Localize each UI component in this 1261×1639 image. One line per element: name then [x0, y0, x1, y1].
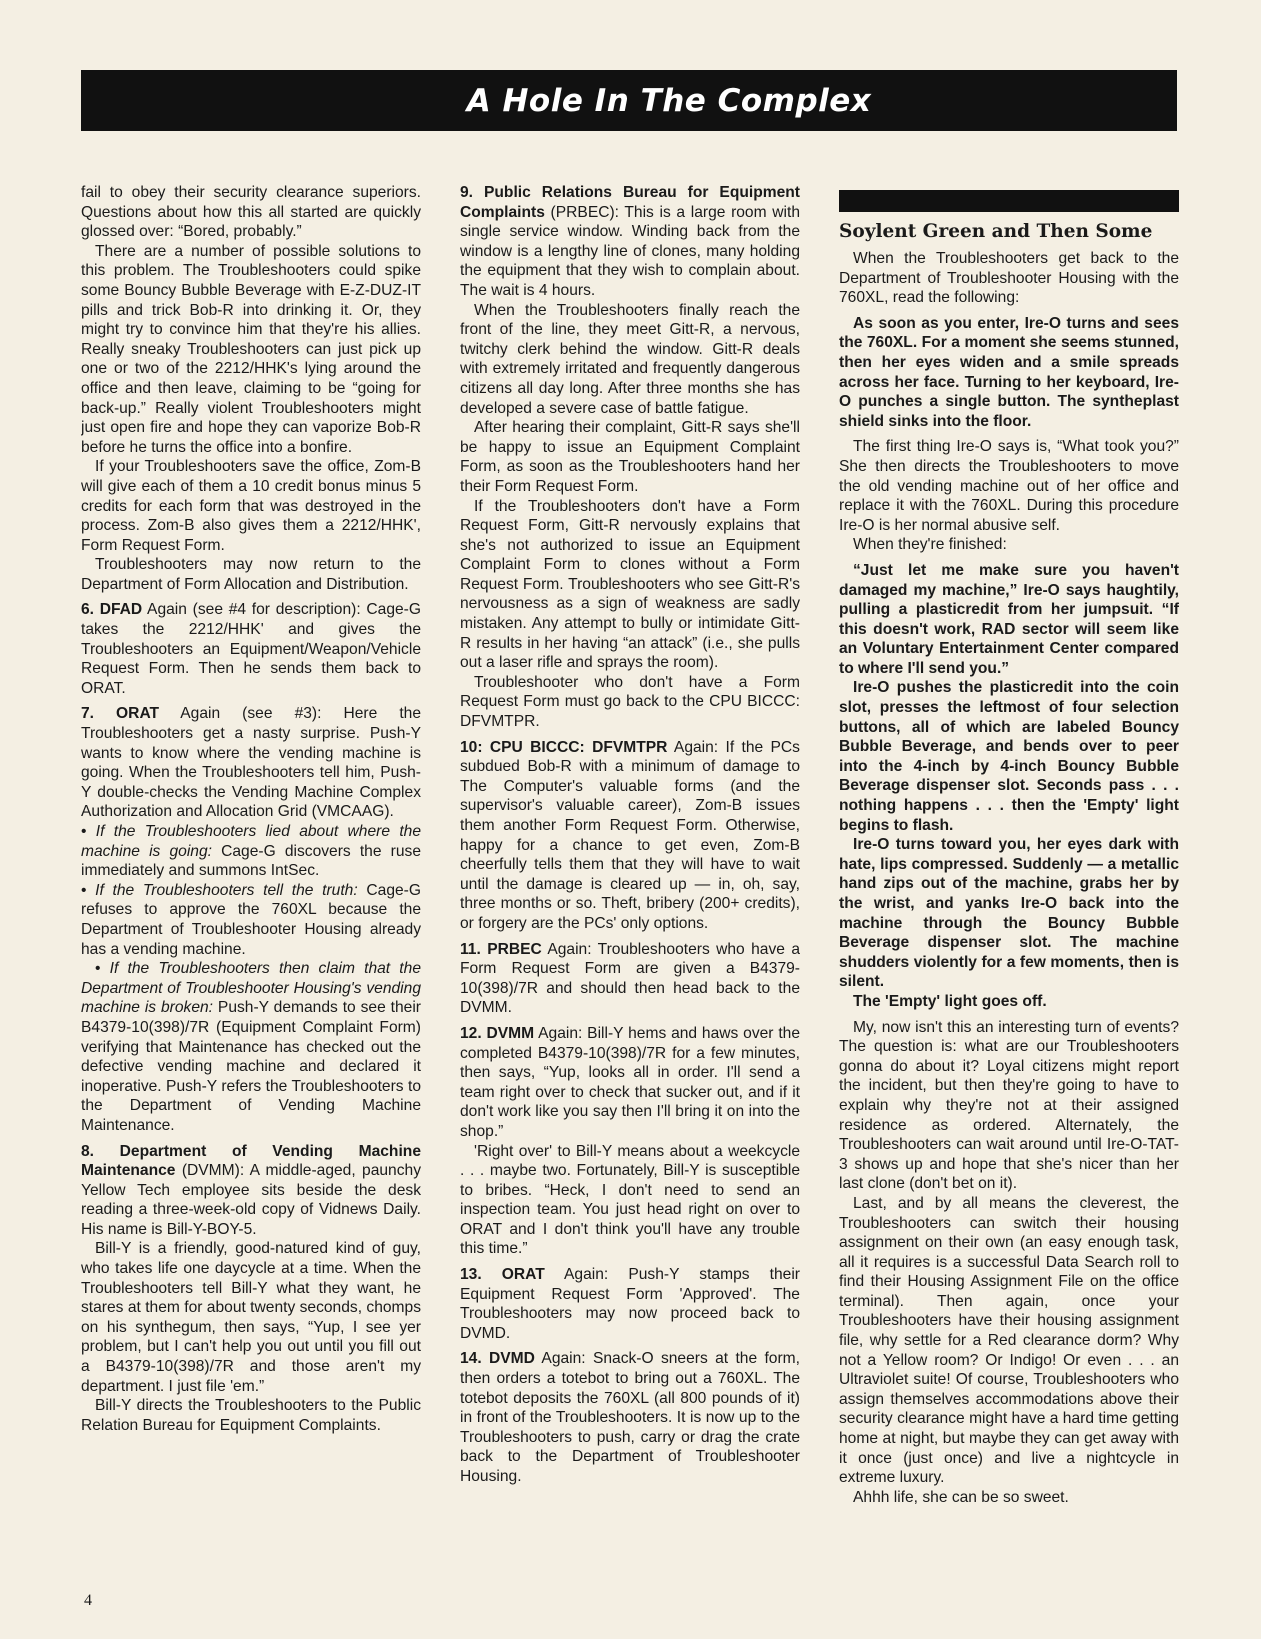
section-heading: 9. Public Relations Bureau for Equipment Complaints	[460, 184, 800, 221]
section-heading: 6. DFAD	[81, 601, 143, 619]
read-aloud-text: As soon as you enter, Ire-O turns and sees the 760XL. For a moment she seems stunned, then her eyes widen and a smile spreads across her face. Turning to her keyboard, Ire-O punches a single button. The syntheplast shield sinks into the floor.	[839, 314, 1179, 430]
paragraph: Troubleshooter who don't have a Form Request Form must go back to the CPU BICCC: DFVMTPR.	[460, 673, 800, 731]
section-heading: 10: CPU BICCC: DFVMTPR	[460, 738, 668, 756]
section-7	[81, 704, 421, 822]
bullet-item: • If the Troubleshooters lied about where the machine is going: Cage-G discovers the ruse immediately and summons IntSec.	[81, 823, 421, 880]
section-body: Again: Troubleshooters who have a Form Request Form are given a B4379-10(398)/7R and should then head back to the DVMM.	[460, 940, 800, 1017]
section-body: Again (see #3): Here the Troubleshooters get a nasty surprise. Push-Y wants to know where the vending machine is going. When the Troubleshooters tell him, Push-Y double-checks the Vending Machine Complex Authorization and Allocation Grid (VMCAAG).	[81, 705, 421, 821]
read-aloud-text: Ire-O turns toward you, her eyes dark with hate, lips compressed. Suddenly — a metallic hand zips out of the machine, grabs her by the wrist, and yanks Ire-O back into the machine through the Bouncy Bubble Beverage dispenser slot. The machine shudders violently for a few moments, then is silent.	[839, 836, 1179, 991]
page-banner	[81, 70, 1177, 131]
paragraph: After hearing their complaint, Gitt-R says she'll be happy to issue an Equipment Complaint Form, as soon as the Troubleshooters hand her their Form Request Form.	[460, 419, 800, 495]
paragraph: When the Troubleshooters finally reach the front of the line, they meet Gitt-R, a nervous, twitchy clerk behind the window. Gitt-R deals with extremely irritated and frequently dangerous citizens all day long. After three months she has developed a severe case of battle fatigue.	[460, 301, 800, 417]
bullet-condition: If the Troubleshooters tell the truth:	[95, 881, 358, 899]
section-13	[460, 1265, 800, 1343]
paragraph: The first thing Ire-O says is, “What took you?” She then directs the Troubleshooters to move the old vending machine out of her office and replace it with the 760XL. During this procedure Ire-O is her normal abusive self.	[839, 438, 1179, 534]
read-aloud-text: Ire-O pushes the plasticredit into the coin slot, presses the leftmost of four selection buttons, all of which are labeled Bouncy Bubble Beverage, and bends over to peer into the 4-inch by 4-inch Bouncy Bubble Beverage dispenser slot. Seconds pass . . . nothing happens . . . then the 'Empty' light begins to flash.	[839, 679, 1179, 834]
section-heading: 13. ORAT	[460, 1266, 545, 1284]
section-8	[81, 1142, 421, 1240]
bullet-condition: If the Troubleshooters then claim that the Department of Troubleshooter Housing's vending machine is broken:	[81, 960, 421, 1017]
bullet-item: • If the Troubleshooters tell the truth: Cage-G refuses to approve the 760XL because the Department of Troubleshooter Housing already has a vending machine.	[81, 881, 421, 958]
section-body: Again (see #4 for description): Cage-G takes the 2212/HHK' and gives the Troubleshooters an Equipment/Weapon/Vehicle Request Form. Then he sends them back to ORAT.	[81, 601, 421, 697]
paragraph: Bill-Y directs the Troubleshooters to the Public Relation Bureau for Equipment Complaints.	[81, 1397, 421, 1434]
section-body: Again: Snack-O sneers at the form, then orders a totebot to bring out a 760XL. The totebot deposits the 760XL (all 800 pounds of it) in front of the Troubleshooters. It is now up to the Troubleshooters to push, carry or drag the crate back to the Department of Troubleshooter Housing.	[460, 1350, 800, 1485]
section-heading: 7. ORAT	[81, 705, 160, 723]
section-14	[460, 1349, 800, 1486]
paragraph: My, now isn't this an interesting turn of events? The question is: what are our Troubleshooters gonna do about it? Loyal citizens might report the incident, but then they're going to have to explain why they're not at their assigned residence as ordered. Alternately, the Troubleshooters can wait around until Ire-O-TAT-3 shows up and hope that she's nicer than her last clone (don't bet on it).	[839, 1018, 1179, 1193]
section-body: (DVMM): A middle-aged, paunchy Yellow Tech employee sits beside the desk reading a three-week-old copy of Vidnews Daily. His name is Bill-Y-BOY-5.	[81, 1162, 421, 1238]
bullet-condition: If the Troubleshooters lied about where the machine is going:	[81, 823, 421, 860]
read-aloud-text: The 'Empty' light goes off.	[853, 992, 1047, 1010]
section-6	[81, 600, 421, 698]
paragraph: When the Troubleshooters get back to the Department of Troubleshooter Housing with the 760XL, read the following:	[839, 250, 1179, 307]
paragraph: fail to obey their security clearance superiors. Questions about how this all started are quickly glossed over: “Bored, probably.”	[81, 184, 421, 241]
paragraph: Troubleshooters may now return to the Department of Form Allocation and Distribution.	[81, 556, 421, 593]
paragraph: There are a number of possible solutions to this problem. The Troubleshooters could spike some Bouncy Bubble Beverage with E-Z-DUZ-IT pills and trick Bob-R into drinking it. Or, they might try to convince him that they're his allies. Really sneaky Troubleshooters can just pick up one or two of the 2212/HHK's lying around the office and then leave, claiming to be “going for back-up.” Really violent Troubleshooters might just open fire and hope they can vaporize Bob-R before he turns the office into a bonfire.	[81, 242, 421, 456]
column-3	[839, 190, 1179, 1530]
section-12	[460, 1024, 800, 1142]
section-body: Again: Push-Y stamps their Equipment Request Form 'Approved'. The Troubleshooters may now proceed back to DVMD.	[460, 1266, 800, 1342]
section-9	[460, 183, 800, 301]
bullet-body: Cage-G discovers the ruse immediately and summons IntSec.	[81, 842, 421, 880]
paragraph: Ahhh life, she can be so sweet.	[853, 1488, 1069, 1506]
section-heading: 11. PRBEC	[460, 940, 542, 958]
bullet-body: Push-Y demands to see their B4379-10(398)/7R (Equipment Complaint Form) verifying that Maintenance has checked out the defective vending machine and declared it inoperative. Push-Y refers the Troubleshooters to the Department of Vending Machine Maintenance.	[81, 999, 421, 1134]
section-body: (PRBEC): This is a large room with single service window. Winding back from the window is a lengthy line of clones, many holding the equipment that they wish to complain about. The wait is 4 hours.	[460, 203, 800, 299]
paragraph: If the Troubleshooters don't have a Form Request Form, Gitt-R nervously explains that she's not authorized to issue an Equipment Complaint Form to clones without a Form Request Form. Troubleshooters who see Gitt-R's nervousness as a sign of weakness are sadly mistaken. Any attempt to bully or intimidate Gitt-R results in her having “an attack” (i.e., she pulls out a laser rifle and sprays the room).	[460, 497, 800, 672]
section-heading: 12. DVMM	[460, 1024, 535, 1042]
paragraph: 'Right over' to Bill-Y means about a weekcycle . . . maybe two. Fortunately, Bill-Y is susceptible to bribes. “Heck, I don't need to send an inspection team. You just head right on over to ORAT and I don't think you'll have any trouble this time.”	[460, 1142, 800, 1258]
section-body: Again: If the PCs subdued Bob-R with a minimum of damage to The Computer's valuable forms (and the supervisor's valuable career), Zom-B issues them another Form Request Form. Otherwise, happy for a chance to get even, Zom-B cheerfully tells them that they will have to wait until the damage is cleared up — in, oh, say, three months or so. Theft, bribery (200+ credits), or forgery are the PCs' only options.	[460, 738, 800, 932]
section-11	[460, 940, 800, 1018]
paragraph: Bill-Y is a friendly, good-natured kind of guy, who takes life one daycycle at a time. When the Troubleshooters tell Bill-Y what they want, he stares at them for about twenty seconds, chomps on his synthegum, then says, “Yup, I see yer problem, but I can't help you out until you fill out a B4379-10(398)/7R and those aren't my department. I just file 'em.”	[81, 1240, 421, 1395]
paragraph: Last, and by all means the cleverest, the Troubleshooters can switch their housing assignment on their own (an easy enough task, all it requires is a successful Data Search roll to find their Housing Assignment File on the office terminal). Then again, once your Troubleshooters have their housing assignment file, why settle for a Red clearance dorm? Why not a Yellow room? Or Indigo! Or even . . . an Ultraviolet suite! Of course, Troubleshooters who assign themselves accommodations above their security clearance might have a hard time getting home at night, but maybe they can get away with it once (just once) and live a nightcycle in extreme luxury.	[839, 1194, 1179, 1487]
page-number: 4	[84, 1592, 92, 1609]
banner-title: A Hole In The Complex	[466, 82, 872, 119]
bullet-body: Cage-G refuses to approve the 760XL because the Department of Troubleshooter Housing already has a vending machine.	[81, 881, 421, 958]
section-heading: 14. DVMD	[460, 1350, 535, 1368]
read-aloud-text: “Just let me make sure you haven't damaged my machine,” Ire-O says haughtily, pulling a plasticredit from her jumpsuit. “If this doesn't work, RAD sector will seem like an Voluntary Entertainment Center compared to where I'll send you.”	[839, 561, 1179, 677]
paragraph: If your Troubleshooters save the office, Zom-B will give each of them a 10 credit bonus minus 5 credits for each form that was destroyed in the process. Zom-B also gives them a 2212/HHK', Form Request Form.	[81, 458, 421, 554]
sidebar-heading: Soylent Green and Then Some	[839, 221, 1153, 242]
section-body: Again: Bill-Y hems and haws over the completed B4379-10(398)/7R for a few minutes, then says, “Yup, looks all in order. I'll send a team right over to check that sucker out, and if it don't work like you say then I'll bring it on into the shop.”	[460, 1024, 800, 1140]
bullet-item: • If the Troubleshooters then claim that the Department of Troubleshooter Housing's vending machine is broken: Push-Y demands to see their B4379-10(398)/7R (Equipment Complaint Form) verifying that Maintenance has checked out the defective vending machine and declared it inoperative. Push-Y refers the Troubleshooters to the Department of Vending Machine Maintenance.	[81, 960, 421, 1134]
section-10	[460, 738, 800, 934]
paragraph: When they're finished:	[853, 536, 1007, 554]
section-heading: 8. Department of Vending Machine Maintenance	[81, 1142, 421, 1180]
sidebar-rule	[839, 190, 1179, 212]
column-2	[460, 183, 800, 1523]
column-1	[81, 183, 421, 1523]
